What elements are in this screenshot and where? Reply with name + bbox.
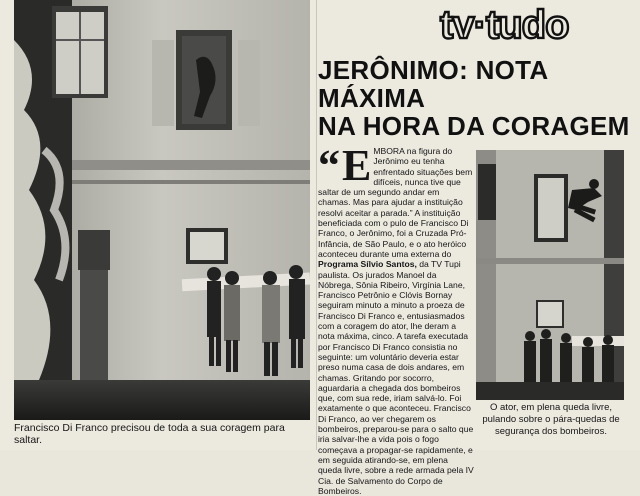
photo-building-fire <box>14 0 310 420</box>
headline-line-2: NA HORA DA CORAGEM <box>318 111 630 141</box>
headline <box>318 56 630 140</box>
program-name: Programa Sílvio Santos, <box>318 259 417 270</box>
caption-right: O ator, em plena queda livre, pulando sobre o pára-quedas de segurança dos bombeiros. <box>482 402 620 437</box>
tv-tudo-logo <box>436 4 630 48</box>
dropcap: E <box>342 141 372 190</box>
article-body <box>318 141 474 496</box>
headline-line-1: JERÔNIMO: NOTA MÁXIMA <box>318 55 548 113</box>
article-text-2: da TV Tupi paulista. Os jurados Manoel da Nóbrega, Sônia Ribeiro, Virgínia Lane, Francisco Petrônio e Clóvis Bornay seguiram minuto a minuto a proeza de Francisco Di Franco e, entusiasmados com a coragem do ator, lhe deram a nota máxima, cinco. A tarefa executada por Francisco Di Franco consistia no seguinte: um voluntário deveria estar preso numa casa de dois andares, em chamas. Gritando por socorro, aguardaria a chegada dos bombeiros que, com sua rede, iriam salvá-lo. Foi exatamente o que aconteceu. Francisco Di Franco, ao ver chegarem os bombeiros, preparou-se para o salto que iria salvar-lhe a vida pois o fogo começava a propagar-se rapidamente, e em seguida atirando-se, em plena queda livre, sobre a rede armada pela IV Cia. de Salvamento do Corpo de Bombeiros. <box>318 259 474 496</box>
caption-left: Francisco Di Franco precisou de toda a sua coragem para saltar. <box>14 422 285 446</box>
column-divider <box>316 0 317 450</box>
svg-text:tv·tudo: tv·tudo <box>440 4 569 47</box>
photo-free-fall <box>476 150 624 400</box>
quote-mark: “ <box>318 141 340 190</box>
logo-mark <box>436 4 630 48</box>
photo-free-fall-image <box>476 150 624 400</box>
photo-building-fire-image <box>14 0 310 420</box>
article-paragraph <box>318 141 474 496</box>
article-text-1: MBORA na figura do Jerônimo eu tenha enfrentado situações bem difíceis, nunca tive que saltar de um segundo andar em chamas. Mas para ajudar a instituição resolvi aceitar a parada.” A instituição beneficiada com o pulo de Francisco Di Franco, o Jerônimo, foi a Cruzada Pró-Infância, de São Paulo, e o ato heróico aconteceu durante uma externa do <box>318 146 473 259</box>
